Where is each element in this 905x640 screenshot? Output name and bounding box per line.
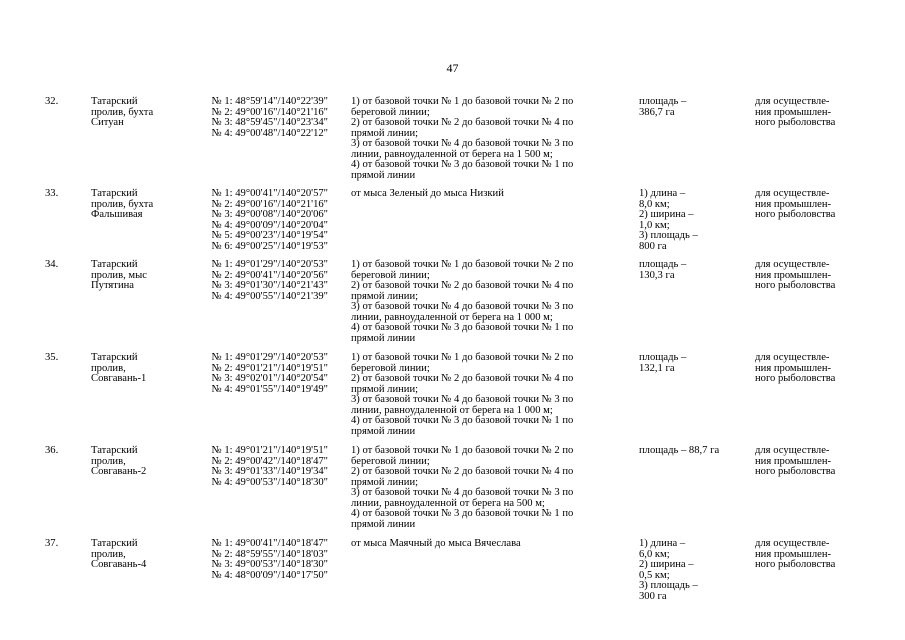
usage-purpose-line: для осуществле-	[755, 188, 830, 199]
boundary-description-line: прямой линии	[351, 425, 416, 437]
usage-purpose-line: ного рыболовства	[755, 280, 836, 291]
boundary-description-line: береговой линии;	[351, 106, 430, 118]
base-point-coordinates-line: № 2: 49°00'41"/140°20'56"	[211, 269, 328, 281]
row-number	[45, 189, 85, 200]
area-size-line: площадь –	[639, 96, 687, 107]
area-size-line: площадь – 88,7 га	[639, 445, 720, 456]
area-name	[91, 189, 176, 221]
boundary-description-line: 4) от базовой точки № 3 до базовой точки № 1 по	[351, 415, 574, 426]
area-size-line: 0,5 км;	[639, 569, 670, 581]
usage-purpose-line: ния промышлен-	[755, 548, 832, 560]
row-number-line: 36.	[45, 445, 59, 456]
boundary-description-line: прямой линии;	[351, 127, 419, 139]
usage-purpose	[755, 260, 865, 292]
area-size-line: 130,3 га	[639, 269, 675, 281]
area-size	[639, 446, 743, 457]
boundary-description-line: береговой линии;	[351, 269, 430, 281]
base-point-coordinates-line: № 3: 49°00'08"/140°20'06"	[211, 209, 328, 220]
base-point-coordinates-line: № 4: 49°00'55"/140°21'39"	[211, 290, 328, 302]
boundary-description-line: линии, равноудаленной от берега на 500 м;	[351, 497, 545, 509]
usage-purpose	[755, 97, 865, 129]
area-size-line: 1) длина –	[639, 188, 686, 199]
boundary-description	[351, 539, 629, 550]
area-size-line: 2) ширина –	[639, 209, 694, 220]
base-point-coordinates-line: № 3: 49°02'01"/140°20'54"	[211, 373, 328, 384]
boundary-description-line: береговой линии;	[351, 455, 430, 467]
area-name-line: пролив,	[91, 362, 126, 374]
base-point-coordinates-line: № 4: 49°00'48"/140°22'12"	[211, 127, 328, 139]
base-point-coordinates-line: № 3: 49°01'30"/140°21'43"	[211, 280, 328, 291]
boundary-description-line: 1) от базовой точки № 1 до базовой точки № 2 по	[351, 445, 574, 456]
row-number	[45, 446, 85, 457]
boundary-description	[351, 97, 629, 181]
usage-purpose-line: ния промышлен-	[755, 362, 832, 374]
base-point-coordinates-line: № 1: 49°01'21"/140°19'51"	[211, 445, 328, 456]
base-point-coordinates-line: № 4: 48°00'09"/140°17'50"	[211, 569, 328, 581]
area-name	[91, 97, 176, 129]
area-size-line: 132,1 га	[639, 362, 675, 374]
boundary-description-line: 1) от базовой точки № 1 до базовой точки № 2 по	[351, 352, 574, 363]
row-number	[45, 539, 85, 550]
base-point-coordinates-line: № 3: 48°59'45"/140°23'34"	[211, 117, 328, 128]
usage-purpose	[755, 189, 865, 221]
base-point-coordinates	[183, 353, 328, 395]
base-point-coordinates-line: № 2: 49°00'16"/140°21'16"	[211, 198, 328, 210]
boundary-description-line: 2) от базовой точки № 2 до базовой точки № 4 по	[351, 373, 574, 384]
boundary-description-line: линии, равноудаленной от берега на 1 500 м;	[351, 148, 553, 160]
boundary-description-line: 3) от базовой точки № 4 до базовой точки № 3 по	[351, 487, 574, 498]
base-point-coordinates-line: № 2: 49°00'42"/140°18'47"	[211, 455, 328, 467]
usage-purpose-line: ного рыболовства	[755, 209, 836, 220]
boundary-description-line: прямой линии	[351, 332, 416, 344]
area-size	[639, 97, 743, 118]
boundary-description-line: прямой линии;	[351, 383, 419, 395]
boundary-description-line: 3) от базовой точки № 4 до базовой точки № 3 по	[351, 138, 574, 149]
boundary-description	[351, 353, 629, 437]
base-point-coordinates	[183, 260, 328, 302]
area-name-line: Совгавань-1	[91, 373, 147, 384]
boundary-description-line: 1) от базовой точки № 1 до базовой точки № 2 по	[351, 96, 574, 107]
boundary-description-line: прямой линии	[351, 518, 416, 530]
base-point-coordinates-line: № 2: 48°59'55"/140°18'03"	[211, 548, 328, 560]
area-size-line: 300 га	[639, 590, 667, 602]
usage-purpose-line: для осуществле-	[755, 352, 830, 363]
base-point-coordinates-line: № 2: 49°01'21"/140°19'51"	[211, 362, 328, 374]
area-name-line: Татарский	[91, 188, 138, 199]
usage-purpose-line: ного рыболовства	[755, 373, 836, 384]
usage-purpose-line: ния промышлен-	[755, 269, 832, 281]
boundary-description-line: прямой линии	[351, 169, 416, 181]
row-number-line: 37.	[45, 538, 59, 549]
boundary-description-line: 3) от базовой точки № 4 до базовой точки № 3 по	[351, 301, 574, 312]
boundary-description-line: от мыса Зеленый до мыса Низкий	[351, 188, 504, 199]
boundary-description-line: прямой линии;	[351, 476, 419, 488]
usage-purpose-line: для осуществле-	[755, 445, 830, 456]
base-point-coordinates	[183, 446, 328, 488]
boundary-description-line: линии, равноудаленной от берега на 1 000 м;	[351, 311, 553, 323]
base-point-coordinates-line: № 4: 49°00'09"/140°20'04"	[211, 219, 328, 231]
boundary-description	[351, 189, 629, 200]
boundary-description-line: 3) от базовой точки № 4 до базовой точки № 3 по	[351, 394, 574, 405]
base-point-coordinates	[183, 97, 328, 139]
base-point-coordinates-line: № 3: 49°00'53"/140°18'30"	[211, 559, 328, 570]
area-name-line: Татарский	[91, 352, 138, 363]
boundary-description-line: прямой линии;	[351, 290, 419, 302]
area-size-line: 1,0 км;	[639, 219, 670, 231]
base-point-coordinates-line: № 1: 49°00'41"/140°18'47"	[211, 538, 328, 549]
base-point-coordinates-line: № 6: 49°00'25"/140°19'53"	[211, 240, 328, 252]
usage-purpose-line: ного рыболовства	[755, 559, 836, 570]
area-name-line: пролив,	[91, 455, 126, 467]
area-size	[639, 189, 743, 252]
row-number	[45, 260, 85, 271]
boundary-description	[351, 260, 629, 344]
area-size-line: площадь –	[639, 259, 687, 270]
row-number-line: 34.	[45, 259, 59, 270]
base-point-coordinates-line: № 4: 49°01'55"/140°19'49"	[211, 383, 328, 395]
usage-purpose	[755, 446, 865, 478]
area-name-line: Путятина	[91, 280, 134, 291]
area-name-line: Ситуан	[91, 117, 124, 128]
area-name-line: пролив, бухта	[91, 106, 154, 118]
area-name-line: Совгавань-2	[91, 466, 147, 477]
boundary-description-line: 4) от базовой точки № 3 до базовой точки № 1 по	[351, 159, 574, 170]
area-name	[91, 353, 176, 385]
usage-purpose-line: ного рыболовства	[755, 117, 836, 128]
base-point-coordinates-line: № 2: 49°00'16"/140°21'16"	[211, 106, 328, 118]
usage-purpose-line: ного рыболовства	[755, 466, 836, 477]
area-size-line: 800 га	[639, 240, 667, 252]
boundary-description-line: 4) от базовой точки № 3 до базовой точки № 1 по	[351, 508, 574, 519]
boundary-description	[351, 446, 629, 530]
usage-purpose-line: для осуществле-	[755, 538, 830, 549]
area-size-line: 3) площадь –	[639, 580, 698, 591]
row-number-line: 35.	[45, 352, 59, 363]
area-name-line: Татарский	[91, 259, 138, 270]
usage-purpose-line: для осуществле-	[755, 259, 830, 270]
area-size-line: 2) ширина –	[639, 559, 694, 570]
base-point-coordinates-line: № 1: 49°00'41"/140°20'57"	[211, 188, 328, 199]
area-size	[639, 539, 743, 602]
area-size-line: 3) площадь –	[639, 230, 698, 241]
area-size-line: 386,7 га	[639, 106, 675, 118]
boundary-description-line: линии, равноудаленной от берега на 1 000 м;	[351, 404, 553, 416]
area-name-line: Татарский	[91, 96, 138, 107]
area-name	[91, 446, 176, 478]
area-name-line: Совгавань-4	[91, 559, 147, 570]
area-name	[91, 539, 176, 571]
area-size-line: 1) длина –	[639, 538, 686, 549]
area-name-line: пролив, мыс	[91, 269, 147, 281]
boundary-description-line: 4) от базовой точки № 3 до базовой точки № 1 по	[351, 322, 574, 333]
area-size-line: 8,0 км;	[639, 198, 670, 210]
area-size	[639, 353, 743, 374]
area-name-line: пролив, бухта	[91, 198, 154, 210]
area-size	[639, 260, 743, 281]
area-name	[91, 260, 176, 292]
boundary-description-line: 2) от базовой точки № 2 до базовой точки № 4 по	[351, 117, 574, 128]
boundary-description-line: от мыса Маячный до мыса Вячеслава	[351, 538, 521, 549]
base-point-coordinates	[183, 189, 328, 252]
usage-purpose	[755, 353, 865, 385]
boundary-description-line: 2) от базовой точки № 2 до базовой точки № 4 по	[351, 280, 574, 291]
base-point-coordinates-line: № 3: 49°01'33"/140°19'34"	[211, 466, 328, 477]
area-name-line: Татарский	[91, 445, 138, 456]
area-name-line: Татарский	[91, 538, 138, 549]
boundary-description-line: 1) от базовой точки № 1 до базовой точки № 2 по	[351, 259, 574, 270]
row-number-line: 33.	[45, 188, 59, 199]
usage-purpose	[755, 539, 865, 571]
usage-purpose-line: ния промышлен-	[755, 455, 832, 467]
area-name-line: Фальшивая	[91, 209, 143, 220]
boundary-description-line: 2) от базовой точки № 2 до базовой точки № 4 по	[351, 466, 574, 477]
boundary-description-line: береговой линии;	[351, 362, 430, 374]
base-point-coordinates-line: № 1: 48°59'14"/140°22'39"	[211, 96, 328, 107]
page-number: 47	[446, 61, 459, 75]
row-number	[45, 353, 85, 364]
usage-purpose-line: ния промышлен-	[755, 198, 832, 210]
base-point-coordinates	[183, 539, 328, 581]
area-name-line: пролив,	[91, 548, 126, 560]
base-point-coordinates-line: № 1: 49°01'29"/140°20'53"	[211, 352, 328, 363]
area-size-line: 6,0 км;	[639, 548, 670, 560]
base-point-coordinates-line: № 5: 49°00'23"/140°19'54"	[211, 230, 328, 241]
row-number-line: 32.	[45, 96, 59, 107]
area-size-line: площадь –	[639, 352, 687, 363]
base-point-coordinates-line: № 1: 49°01'29"/140°20'53"	[211, 259, 328, 270]
row-number	[45, 97, 85, 108]
base-point-coordinates-line: № 4: 49°00'53"/140°18'30"	[211, 476, 328, 488]
usage-purpose-line: ния промышлен-	[755, 106, 832, 118]
usage-purpose-line: для осуществле-	[755, 96, 830, 107]
